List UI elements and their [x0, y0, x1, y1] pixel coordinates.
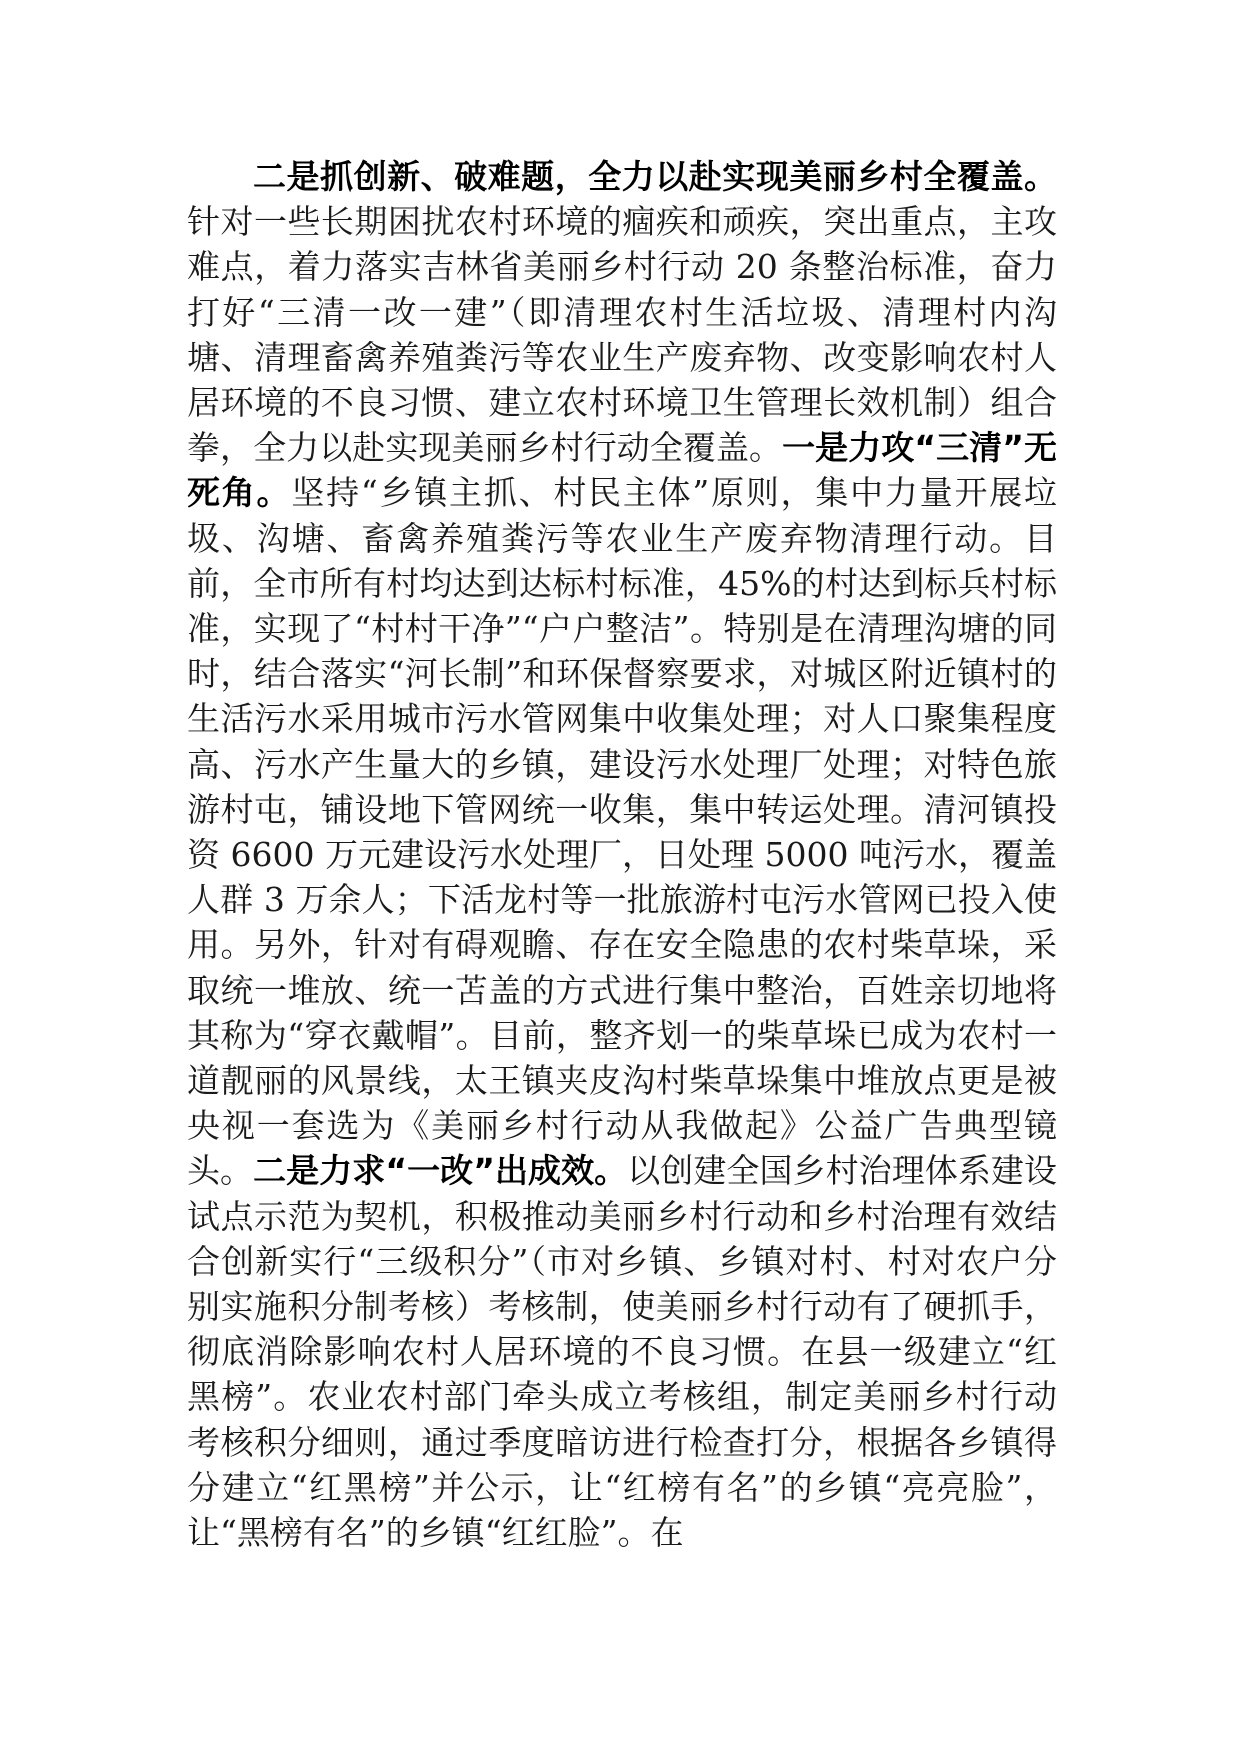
intro-text: 针对一些长期困扰农村环境的痼疾和顽疾，突出重点，主攻难点，着力落实吉林省美丽乡村行动 20 条整治标准，奋力打好“三清一改一建”（即清理农村生活垃圾、清理村内沟塘、清理畜禽养殖粪污等农业生产废弃物、改变影响农村人居环境的不良习惯、建立农村环境卫生管理长效机制）组合拳，全力以赴实现美丽乡村行动全覆盖。 — [187, 202, 1057, 468]
point-two-body: 以创建全国乡村治理体系建设试点示范为契机，积极推动美丽乡村行动和乡村治理有效结合创新实行“三级积分”（市对乡镇、乡镇对村、村对农户分别实施积分制考核）考核制，使美丽乡村行动有了硬抓手，彻底消除影响农村人居环境的不良习惯。在县一级建立“红黑榜”。农业农村部门牵头成立考核组，制定美丽乡村行动考核积分细则，通过季度暗访进行检查打分，根据各乡镇得分建立“红黑榜”并公示，让“红榜有名”的乡镇“亮亮脸”，让“黑榜有名”的乡镇“红红脸”。在 — [187, 1151, 1057, 1553]
body-paragraph — [187, 154, 1057, 1555]
point-one-body: 坚持“乡镇主抓、村民主体”原则，集中力量开展垃圾、沟塘、畜禽养殖粪污等农业生产废弃物清理行动。目前，全市所有村均达到达标村标准，45%的村达到标兵村标准，实现了“村村干净”“户户整洁”。特别是在清理沟塘的同时，结合落实“河长制”和环保督察要求，对城区附近镇村的生活污水采用城市污水管网集中收集处理；对人口聚集程度高、污水产生量大的乡镇，建设污水处理厂处理；对特色旅游村屯，铺设地下管网统一收集，集中转运处理。清河镇投资 6600 万元建设污水处理厂，日处理 5000 吨污水，覆盖人群 3 万余人；下活龙村等一批旅游村屯污水管网已投入使用。另外，针对有碍观瞻、存在安全隐患的农村柴草垛，采取统一堆放、统一苫盖的方式进行集中整治，百姓亲切地将其称为“穿衣戴帽”。目前，整齐划一的柴草垛已成为农村一道靓丽的风景线，太王镇夹皮沟村柴草垛集中堆放点更是被央视一套选为《美丽乡村行动从我做起》公益广告典型镜头。 — [187, 473, 1057, 1191]
point-two-title: 二是力求“一改”出成效。 — [253, 1151, 628, 1191]
point-one-title: 一是力攻“三清”无死角。 — [187, 428, 1057, 513]
section-heading: 二是抓创新、破难题，全力以赴实现美丽乡村全覆盖。 — [253, 157, 1057, 196]
